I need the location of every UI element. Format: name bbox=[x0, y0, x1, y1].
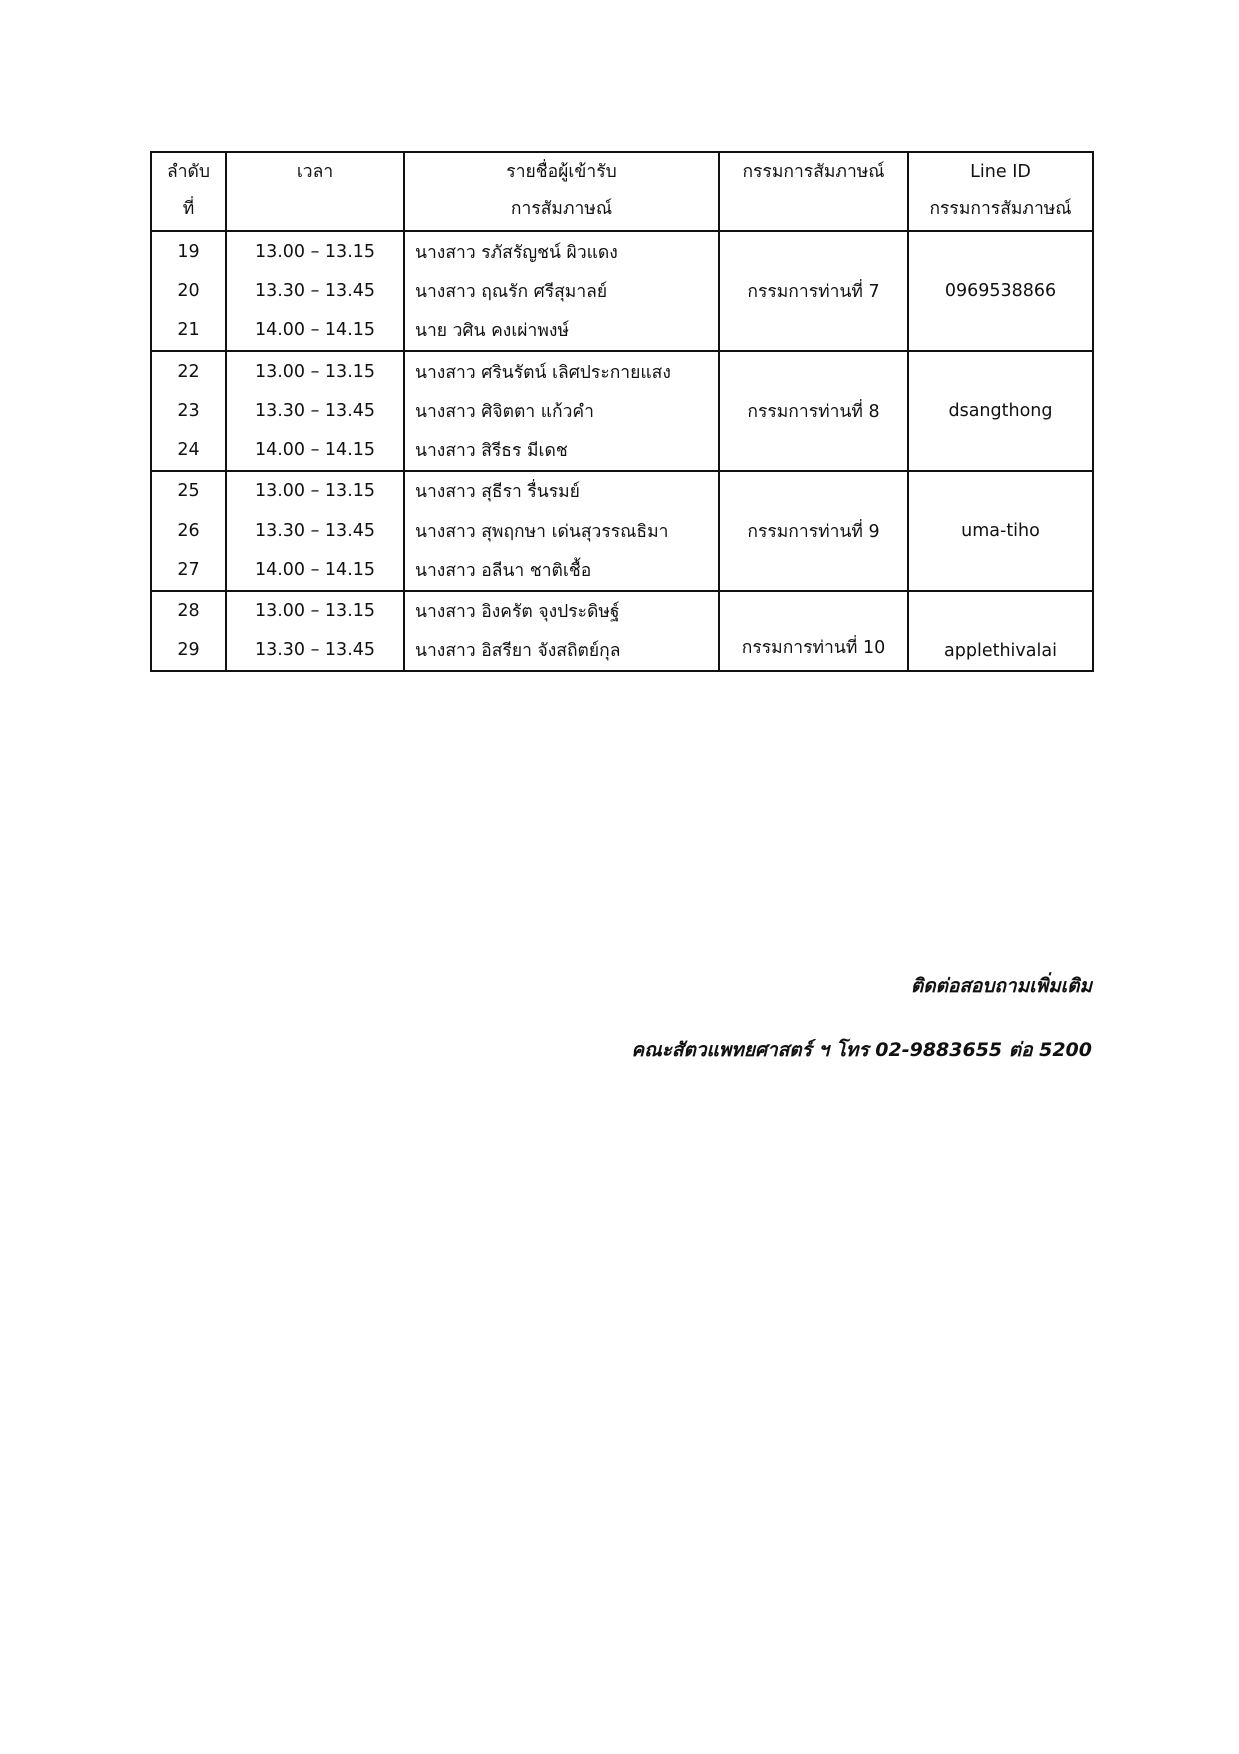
header-committee bbox=[719, 152, 908, 231]
row-time: 13.00 – 13.15 bbox=[254, 601, 376, 622]
no-cell bbox=[151, 591, 226, 671]
header-name bbox=[404, 152, 719, 231]
line-id-cell: 0969538866 bbox=[908, 231, 1093, 351]
row-no: 27 bbox=[177, 560, 200, 581]
contact-heading: ติดต่อสอบถามเพิ่มเติม bbox=[910, 975, 1092, 997]
header-no-line1: ลำดับ bbox=[166, 162, 211, 182]
no-cell bbox=[151, 471, 226, 591]
row-name: นางสาว สิรีธร มีเดช bbox=[415, 441, 568, 462]
row-name: นางสาว ฤณรัก ศรีสุมาลย์ bbox=[415, 281, 608, 302]
line-id-cell: uma-tiho bbox=[908, 471, 1093, 591]
header-line-id bbox=[908, 152, 1093, 231]
time-cell bbox=[226, 231, 404, 351]
time-cell bbox=[226, 591, 404, 671]
table-row-group bbox=[151, 591, 1093, 671]
no-cell bbox=[151, 351, 226, 471]
row-time: 13.30 – 13.45 bbox=[254, 400, 376, 421]
row-name: นางสาว อลีนา ชาติเชื้อ bbox=[415, 561, 592, 582]
name-cell bbox=[404, 591, 719, 671]
header-no-line2: ที่ bbox=[182, 199, 195, 219]
row-name: นางสาว อิสรียา จังสถิตย์กุล bbox=[415, 641, 621, 662]
table-row-group bbox=[151, 231, 1093, 351]
row-time: 13.00 – 13.15 bbox=[254, 481, 376, 502]
name-cell bbox=[404, 231, 719, 351]
row-time: 13.00 – 13.15 bbox=[254, 241, 376, 262]
line-id-cell: dsangthong bbox=[908, 351, 1093, 471]
row-time: 14.00 – 14.15 bbox=[254, 560, 376, 581]
row-time: 14.00 – 14.15 bbox=[254, 440, 376, 461]
header-name-line1: รายชื่อผู้เข้ารับ bbox=[506, 162, 617, 182]
row-time: 13.00 – 13.15 bbox=[254, 361, 376, 382]
row-time: 13.30 – 13.45 bbox=[254, 280, 376, 301]
time-cell bbox=[226, 351, 404, 471]
row-time: 13.30 – 13.45 bbox=[254, 520, 376, 541]
name-cell bbox=[404, 351, 719, 471]
header-committee-line1: กรรมการสัมภาษณ์ bbox=[742, 162, 885, 182]
line-id-cell: applethivalai bbox=[908, 591, 1093, 671]
row-no: 28 bbox=[177, 601, 200, 622]
header-time bbox=[226, 152, 404, 231]
row-no: 21 bbox=[177, 320, 200, 341]
row-name: นางสาว ศิจิตตา แก้วคำ bbox=[415, 401, 594, 422]
committee-cell: กรรมการท่านที่ 7 bbox=[719, 231, 908, 351]
header-line-id-line1: Line ID bbox=[970, 162, 1031, 182]
committee-cell: กรรมการท่านที่ 8 bbox=[719, 351, 908, 471]
row-name: นางสาว ศรินรัตน์ เลิศประกายแสง bbox=[415, 362, 671, 383]
row-name: นางสาว อิงครัต จุงประดิษฐ์ bbox=[415, 602, 620, 623]
table-row-group bbox=[151, 471, 1093, 591]
no-cell bbox=[151, 231, 226, 351]
row-name: นางสาว รภัสรัญชน์ ผิวแดง bbox=[415, 242, 618, 263]
row-no: 19 bbox=[177, 241, 200, 262]
row-time: 14.00 – 14.15 bbox=[254, 320, 376, 341]
contact-detail: คณะสัตวแพทยศาสตร์ ฯ โทร 02-9883655 ต่อ 5200 bbox=[631, 1039, 1092, 1061]
row-time: 13.30 – 13.45 bbox=[254, 640, 376, 661]
row-no: 29 bbox=[177, 640, 200, 661]
header-name-line2: การสัมภาษณ์ bbox=[510, 199, 613, 219]
table-row-group bbox=[151, 351, 1093, 471]
row-no: 25 bbox=[177, 481, 200, 502]
row-no: 26 bbox=[177, 520, 200, 541]
committee-cell: กรรมการท่านที่ 9 bbox=[719, 471, 908, 591]
header-no bbox=[151, 152, 226, 231]
header-time-line1: เวลา bbox=[296, 162, 334, 182]
table-header bbox=[151, 152, 1093, 231]
row-no: 22 bbox=[177, 361, 200, 382]
time-cell bbox=[226, 471, 404, 591]
name-cell bbox=[404, 471, 719, 591]
interview-schedule-table bbox=[150, 151, 1094, 672]
header-line-id-line2: กรรมการสัมภาษณ์ bbox=[929, 199, 1072, 219]
row-no: 24 bbox=[177, 440, 200, 461]
row-name: นาย วศิน คงเผ่าพงษ์ bbox=[415, 321, 569, 342]
row-no: 23 bbox=[177, 400, 200, 421]
row-no: 20 bbox=[177, 280, 200, 301]
committee-cell: กรรมการท่านที่ 10 bbox=[719, 591, 908, 671]
row-name: นางสาว สุพฤกษา เด่นสุวรรณธิมา bbox=[415, 521, 669, 542]
row-name: นางสาว สุธีรา รื่นรมย์ bbox=[415, 482, 580, 503]
